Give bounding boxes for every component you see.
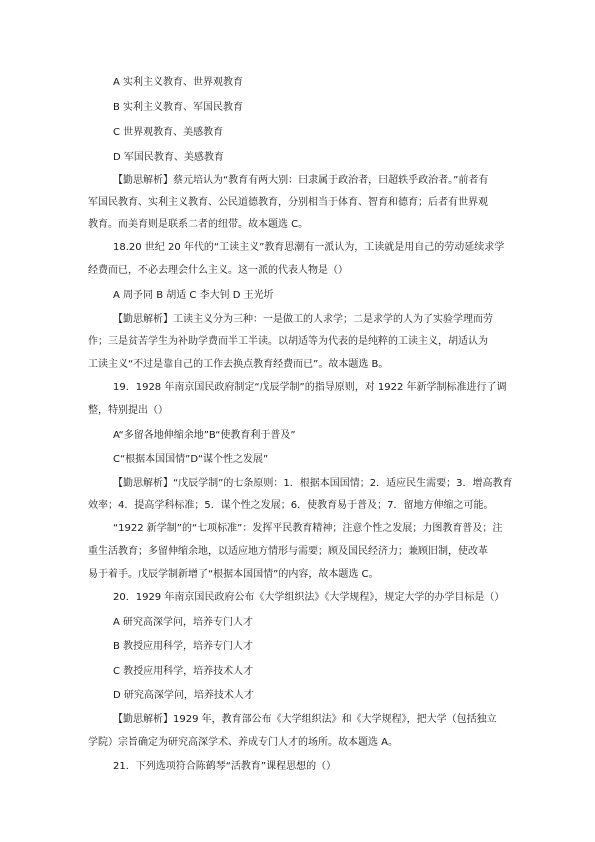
q18-analysis-line-3: 工读主义“不过是靠自己的工作去换点教育经费而已”。故本题选 B。 bbox=[88, 359, 389, 370]
q17-option-b: B 实利主义教育、军国民教育 bbox=[113, 102, 244, 113]
q17-analysis-line-3: 教育。而美育则是联系二者的纽带。故本题选 C。 bbox=[88, 219, 309, 230]
q20-stem: 20．1929 年南京国民政府公布《大学组织法》《大学规程》，规定大学的办学目标是（） bbox=[113, 592, 505, 603]
q17-option-d: D 军国民教育、美感教育 bbox=[113, 152, 224, 163]
q18-stem-line-2: 经费而已，不必去理会什么主义。这一派的代表人物是（） bbox=[88, 265, 348, 276]
q19-analysis-line-5: 易于着手。戊辰学制新增了“根据本国国情”的内容，故本题选 C。 bbox=[88, 569, 379, 580]
q20-option-d: D 研究高深学问，培养技术人才 bbox=[113, 690, 254, 701]
q18-options: A 周予同 B 胡适 C 李大钊 D 王光圻 bbox=[113, 290, 274, 301]
q19-options-line-2: C“根据本国国情”D“谋个性之发展” bbox=[113, 454, 269, 465]
q19-options-line-1: A“多留各地伸缩余地”B“使教育利于普及” bbox=[113, 430, 296, 441]
q18-stem-line-1: 18.20 世纪 20 年代的“工读主义”教育思潮有一派认为，工读就是用自己的劳动延续求学 bbox=[113, 242, 505, 253]
q17-analysis-line-1: 【勤思解析】蔡元培认为“教育有两大别：曰隶属于政治者，曰超轶乎政治者。”前者有 bbox=[113, 175, 489, 186]
q19-analysis-line-1: 【勤思解析】“戊辰学制”的七条原则：1．根据本国国情；2．适应民生需要；3．增高教育 bbox=[113, 478, 513, 489]
q17-option-a: A 实利主义教育、世界观教育 bbox=[113, 77, 244, 88]
q19-analysis-line-2: 效率；4．提高学科标准；5．谋个性之发展；6．使教育易于普及；7．留地方伸缩之可能。 bbox=[88, 500, 494, 511]
q20-option-c: C 教授应用科学，培养技术人才 bbox=[113, 666, 254, 677]
q21-stem: 21．下列选项符合陈鹤琴“活教育”课程思想的（） bbox=[113, 761, 337, 772]
q17-analysis-line-2: 军国民教育、实利主义教育、公民道德教育，分别相当于体育、智育和德育；后者有世界观 bbox=[88, 197, 488, 208]
q20-analysis-line-2: 学院）宗旨确定为研究高深学术、养成专门人才的场所。故本题选 A。 bbox=[88, 737, 399, 748]
q20-option-b: B 教授应用科学，培养专门人才 bbox=[113, 641, 254, 652]
q19-stem-line-1: 19．1928 年南京国民政府制定“戊辰学制”的指导原则，对 1922 年新学制标准进行了调 bbox=[113, 382, 507, 393]
q18-analysis-line-2: 作；三是贫苦学生为补助学费而半工半读。以胡适等为代表的是纯粹的工读主义，胡适认为 bbox=[88, 336, 488, 347]
q20-analysis-line-1: 【勤思解析】1929 年，教育部公布《大学组织法》和《大学规程》，把大学（包括独立 bbox=[113, 714, 497, 725]
q18-analysis-line-1: 【勤思解析】工读主义分为三种：一是做工的人求学；二是求学的人为了实验学理而劳 bbox=[113, 314, 493, 325]
q19-stem-line-2: 整，特别提出（） bbox=[88, 405, 168, 416]
q19-analysis-line-3: “1922 新学制”的“七项标准”：发挥平民教育精神；注意个性之发展；力图教育普及；注 bbox=[113, 523, 503, 534]
q19-analysis-line-4: 重生活教育；多留伸缩余地，以适应地方情形与需要；顾及国民经济力；兼顾旧制，使改革 bbox=[88, 546, 488, 557]
q20-option-a: A 研究高深学问，培养专门人才 bbox=[113, 617, 254, 628]
q17-option-c: C 世界观教育、美感教育 bbox=[113, 127, 224, 138]
